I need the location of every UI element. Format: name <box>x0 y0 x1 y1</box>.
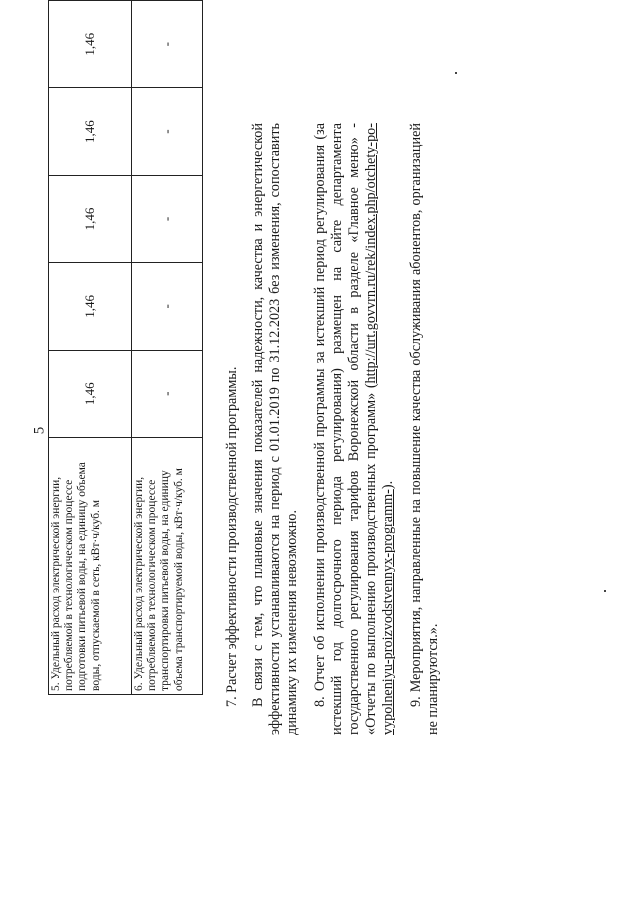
scan-speck <box>604 590 606 592</box>
row-name: 6. Удельный расход электрической энергии, потребляемой в технологическом процессе транспортировки питьевой воды, на единицу объема транспортируемой воды, кВт·ч/куб. м <box>132 437 203 694</box>
scan-speck <box>455 72 457 74</box>
section-8-text-end: ). <box>380 480 396 490</box>
report-link[interactable]: http://urt.govvrn.ru/rek/index.php/otchety-po-vypolneniyu-proizvodstvennyx-programm- <box>363 123 396 735</box>
row-name: 5. Удельный расход электрической энергии, потребляемой в технологическом процессе подготовки питьевой воды, на единицу объема воды, отпускаемой в сеть, кВт·ч/куб. м <box>49 437 132 694</box>
value-cell: 1,46 <box>49 1 132 88</box>
value-cell: - <box>132 175 203 262</box>
value-cell: - <box>132 263 203 350</box>
value-cell: 1,46 <box>49 263 132 350</box>
page-number: 5 <box>31 426 48 435</box>
value-cell: 1,46 <box>49 350 132 437</box>
section-7-paragraph: В связи с тем, что плановые значения показателей надежности, качества и энергетической эффективности устанавливаются на период с 01.01.2019 по 31.12.2023 без изменения, сопоставить динамику их изменения невозможно. <box>250 123 300 735</box>
value-cell: - <box>132 88 203 175</box>
table-row <box>132 1 203 695</box>
table-row <box>49 1 132 695</box>
value-cell: 1,46 <box>49 175 132 262</box>
value-cell: - <box>132 1 203 88</box>
section-8-paragraph <box>312 123 397 735</box>
value-cell: - <box>132 350 203 437</box>
section-8-text: 8. Отчет об исполнении производственной программы за истекший период регулирования (за истекший год долгосрочного периода регулирования) размещен на сайте департамента государственного регулирования тарифов Воронежской области в разделе «Главное меню» - «Отчеты по выполнению производственных программ» ( <box>312 123 379 735</box>
section-7-heading: 7. Расчет эффективности производственной программы. <box>224 366 240 707</box>
body-text <box>224 123 453 735</box>
value-cell: 1,46 <box>49 88 132 175</box>
indicators-table <box>48 0 203 695</box>
section-9-paragraph: 9. Мероприятия, направленные на повышение качества обслуживания абонентов, организацией не планируются.». <box>408 123 441 735</box>
